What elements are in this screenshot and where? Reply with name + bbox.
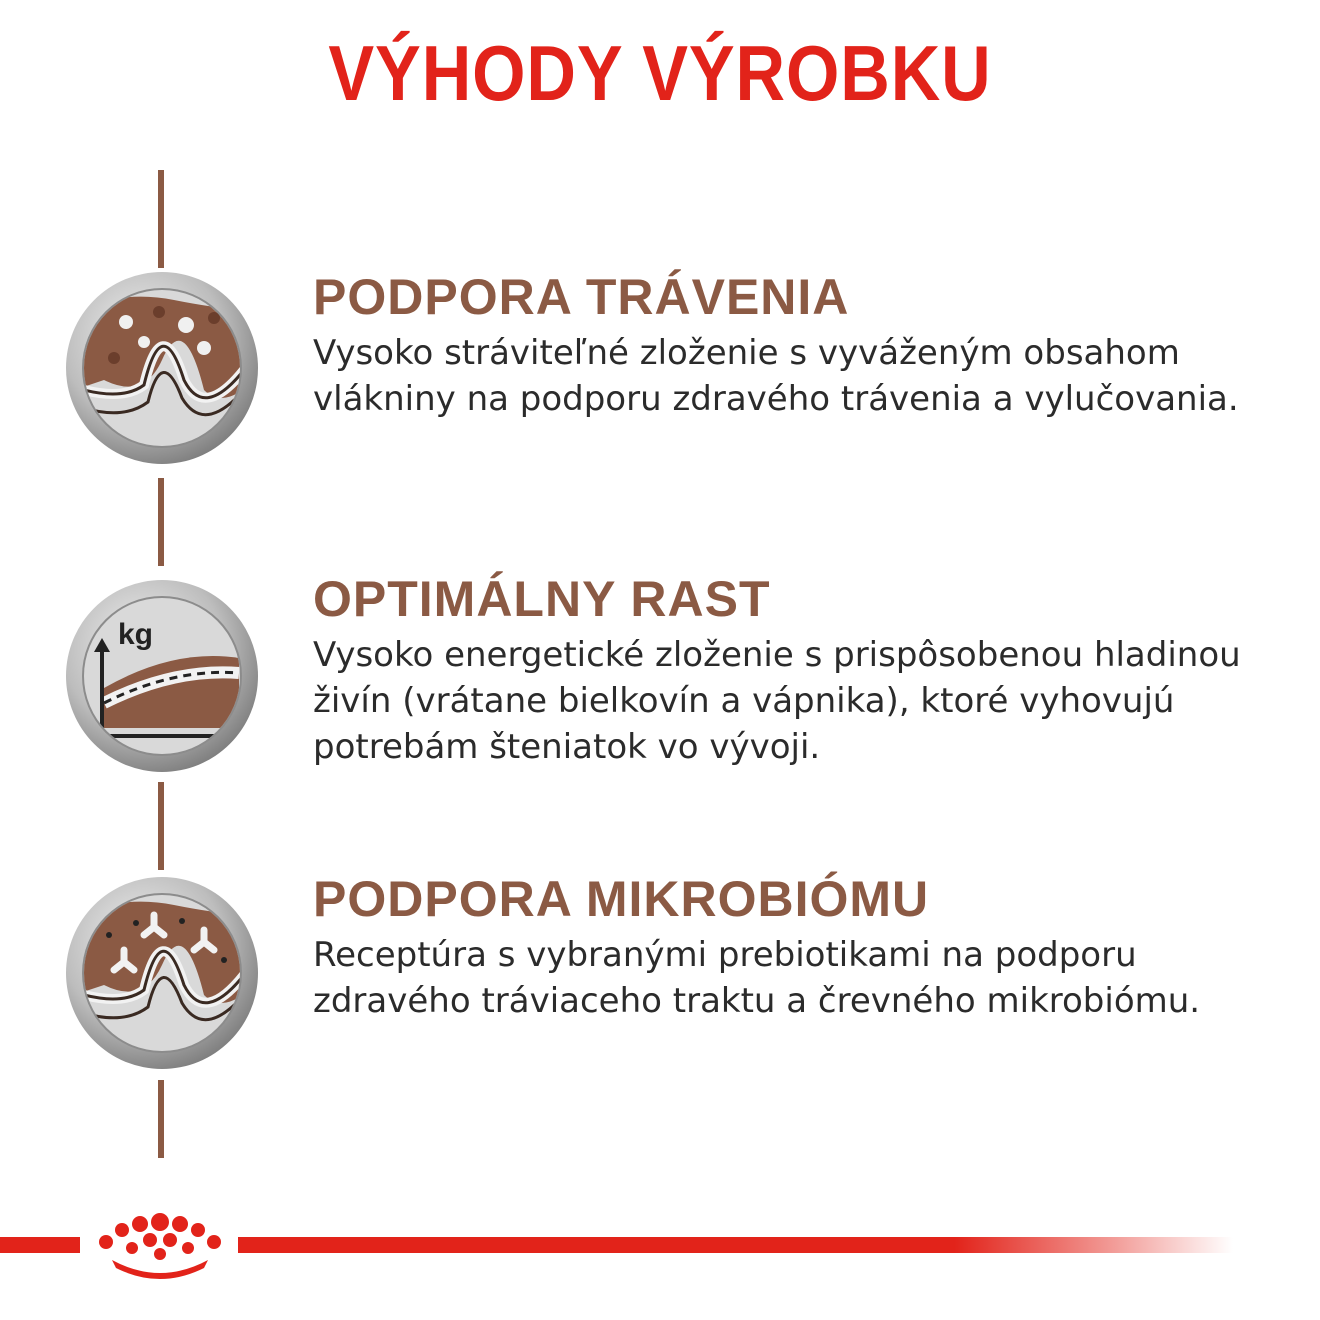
timeline-line <box>158 170 164 268</box>
timeline-line <box>158 1080 164 1158</box>
benefit-description-line: vlákniny na podporu zdravého trávenia a vylučovania. <box>313 379 1239 419</box>
growth-icon <box>64 578 260 774</box>
benefit-description-line: Receptúra s vybranými prebiotikami na podporu <box>313 935 1137 975</box>
benefit-description-line: Vysoko energetické zloženie s prispôsobenou hladinou <box>313 635 1241 675</box>
microbiome-icon <box>64 875 260 1071</box>
kg-label: kg <box>118 618 154 651</box>
benefit-growth <box>313 570 1303 770</box>
crown-logo-icon <box>90 1208 230 1280</box>
benefit-title: OPTIMÁLNY RAST <box>313 571 771 627</box>
benefit-description-line: Vysoko stráviteľné zloženie s vyváženým obsahom <box>313 333 1180 373</box>
footer-bar-left <box>0 1237 80 1253</box>
timeline-line <box>158 478 164 566</box>
benefit-description <box>313 932 1303 1024</box>
benefit-microbiome <box>313 870 1303 1024</box>
benefit-description <box>313 330 1303 422</box>
timeline-line <box>158 782 164 870</box>
footer-bar-right <box>238 1237 1233 1253</box>
benefit-digestion <box>313 268 1303 422</box>
benefit-description-line: potrebám šteniatok vo vývoji. <box>313 727 821 767</box>
benefit-description-line: živín (vrátane bielkovín a vápnika), ktoré vyhovujú <box>313 681 1175 721</box>
benefit-title: PODPORA MIKROBIÓMU <box>313 871 930 927</box>
benefit-description <box>313 632 1303 770</box>
page-title: VÝHODY VÝROBKU <box>328 29 992 117</box>
digestion-icon <box>64 270 260 466</box>
benefit-description-line: zdravého tráviaceho traktu a črevného mikrobiómu. <box>313 981 1201 1021</box>
benefit-title: PODPORA TRÁVENIA <box>313 269 850 325</box>
